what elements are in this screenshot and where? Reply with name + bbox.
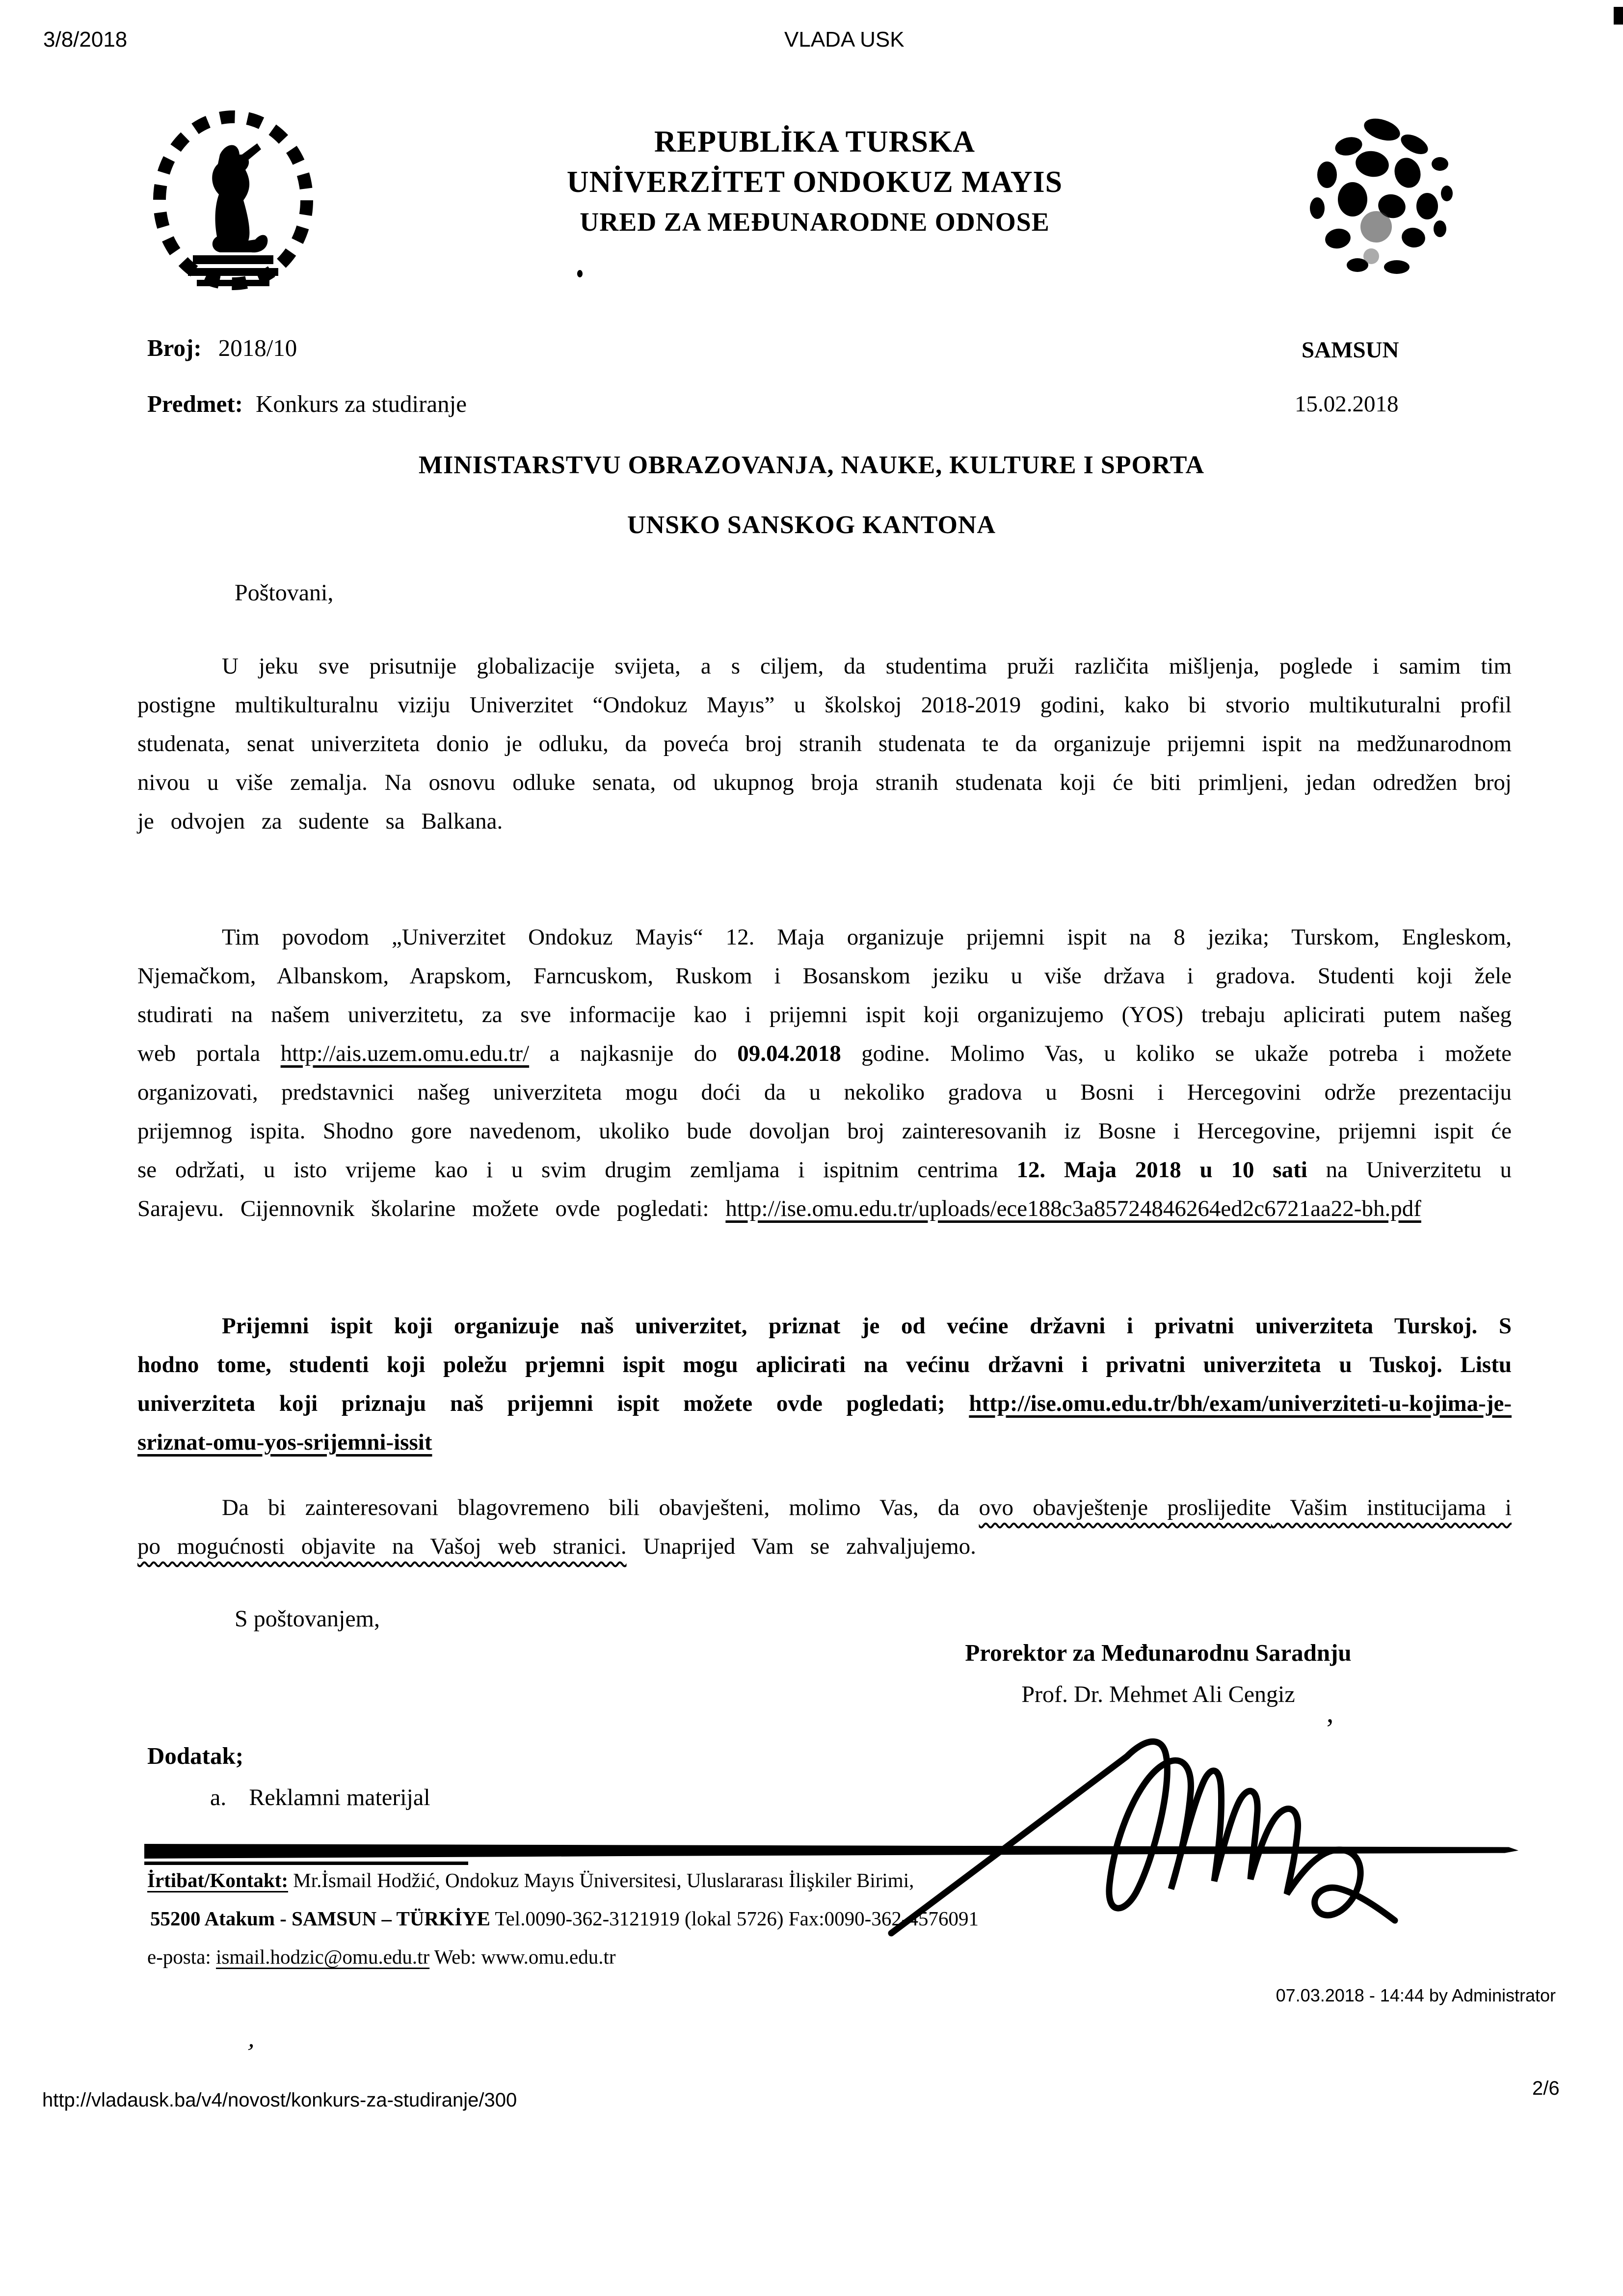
admin-timestamp: 07.03.2018 - 14:44 by Administrator: [1276, 1985, 1556, 2005]
subject-label: Predmet:: [147, 390, 243, 417]
paragraph-2: [137, 918, 1512, 1228]
contact-address-bold: 55200 Atakum - SAMSUN – TÜRKİYE: [150, 1907, 490, 1930]
letter-date: 15.02.2018: [1295, 391, 1399, 417]
reference-number-label: Broj:: [147, 334, 202, 361]
exam-datetime-bold: 12. Maja 2018 u 10 sati: [1016, 1157, 1307, 1183]
paragraph-4-text-a: Da bi zainteresovani blagovremeno bili obavješteni, molimo Vas, da: [222, 1495, 979, 1520]
paragraph-2-text-c: godine. Molimo Vas, u koliko se ukaže potreba i možete organizovati, predstavnici našeg univerziteta mogu doći da u nekoliko gradova u Bosni i Hercegovini održe prezentaciju prijemnog ispita. Shodno gore navedenom, ukoliko bude dovoljan broj zainteresovanih iz Bosne i Hercegovine, prijemni ispit će se održati, u isto vrijeme kao i u svim drugim zemljama i ispitnim centrima: [137, 1041, 1512, 1183]
contact-web: Web: www.omu.edu.tr: [429, 1945, 616, 1968]
omu-seal-logo: [146, 108, 320, 293]
contact-email-link[interactable]: ismail.hodzic@omu.edu.tr: [216, 1945, 430, 1968]
reference-number-row: [147, 334, 297, 362]
attachment-item-marker: a.: [210, 1784, 227, 1810]
contact-label: İrtibat/Kontakt:: [147, 1869, 288, 1891]
paragraph-1: U jeku sve prisutnije globalizacije svijeta, a s ciljem, da studentima pruži različita mišljenja, poglede i samim tim postigne multikulturalnu viziju Univerzitet “Ondokuz Mayıs” u školskoj 2018-2019 godini, kako bi stvorio multikuturalni profil studenata, senat univerziteta donio je odluku, da poveća broj stranih studenata te da organizuje prijemni ispit na medžunarodnom nivou u više zemalja. Na osnovu odluke senata, od ukupnog broja stranih studenata koji će biti primljeni, jedan odredžen broj je odvojen za sudente sa Balkana.: [137, 653, 1512, 834]
contact-line-3: [147, 1945, 616, 1969]
contact-phone-fax: Tel.0090-362-3121919 (lokal 5726) Fax:0090-362-4576091: [490, 1907, 979, 1930]
recipient-line-1: MINISTARSTVU OBRAZOVANJA, NAUKE, KULTURE I SPORTA: [418, 451, 1205, 479]
letterhead: [442, 122, 1188, 242]
paragraph-4: [137, 1488, 1512, 1566]
letterhead-university: UNİVERZİTET ONDOKUZ MAYIS: [566, 165, 1063, 199]
paragraph-2-text-b: a najkasnije do: [529, 1041, 738, 1066]
attachment-label: Dodatak;: [147, 1742, 244, 1769]
letterhead-office: URED ZA MEĐUNARODNE ODNOSE: [580, 207, 1050, 237]
recognized-universities-link[interactable]: http://ise.omu.edu.tr/bh/exam/univerziteti-u-kojima-je-sriznat-omu-yos-srijemni-issit: [137, 1391, 1512, 1455]
email-label: e-posta:: [147, 1945, 216, 1968]
subject-value: Konkurs za studiranje: [256, 390, 467, 417]
letterhead-speck: [577, 270, 583, 277]
pen-underlined-text-a: ovo obavještenje proslijedite: [979, 1495, 1271, 1520]
paragraph-2-text-d: na Univerzitetu u Sarajevu. Cijennovnik školarine možete ovde pogledati:: [137, 1157, 1512, 1221]
tuition-pdf-link[interactable]: http://ise.omu.edu.tr/uploads/ece188c3a85724846264ed2c6721aa22-bh.pdf: [725, 1196, 1421, 1221]
salutation: Poštovani,: [235, 580, 334, 606]
yos-portal-link[interactable]: http://ais.uzem.omu.edu.tr/: [280, 1041, 530, 1066]
contact-line-1: [147, 1868, 914, 1892]
contact-line-2: [150, 1907, 979, 1930]
signer-title: Prorektor za Međunarodnu Saradnju: [965, 1639, 1352, 1666]
reference-number-value: 2018/10: [218, 334, 297, 361]
paragraph-3: [137, 1307, 1512, 1462]
footer-rule-bar-thin: [144, 1862, 468, 1865]
letterhead-country: REPUBLİKA TURSKA: [654, 125, 975, 159]
print-header-title: VLADA USK: [784, 27, 905, 52]
attachment-item: [210, 1784, 430, 1811]
print-footer-url: http://vladausk.ba/v4/novost/konkurs-za-studiranje/300: [42, 2089, 517, 2111]
deadline-date-bold: 09.04.2018: [737, 1041, 841, 1066]
abstract-dots-logo: [1298, 109, 1466, 289]
print-header-date: 3/8/2018: [43, 27, 128, 52]
paragraph-3-text: Prijemni ispit koji organizuje naš univerzitet, priznat je od većine državni i privatni univerziteta Turskoj. S hodno tome, studenti koji poležu prjemni ispit mogu aplicirati na većinu državni i privatni univerziteta u Tuskoj. Listu univerziteta koji priznaju naš prijemni ispit možete ovde pogledati;: [137, 1313, 1512, 1416]
pen-tick-mark: ’: [1325, 1713, 1335, 1745]
signer-name: Prof. Dr. Mehmet Ali Cengiz: [1021, 1681, 1295, 1707]
contact-line-1-rest: Mr.İsmail Hodžić, Ondokuz Mayıs Üniversitesi, Uluslararası İlişkiler Birimi,: [288, 1869, 914, 1891]
pen-underlined-text-b: Vašim institucijama i po mogućnosti objavite na Vašoj web stranici.: [137, 1495, 1512, 1559]
closing: S poštovanjem,: [235, 1606, 380, 1632]
subject-row: [147, 390, 467, 418]
city-label: SAMSUN: [1302, 337, 1399, 363]
stray-pen-mark: ’: [242, 2038, 257, 2068]
print-footer-page-number: 2/6: [1532, 2078, 1560, 2099]
attachment-item-text: Reklamni materijal: [249, 1784, 430, 1810]
scan-corner-mark: [1614, 7, 1623, 25]
recipient-line-2: UNSKO SANSKOG KANTONA: [627, 511, 996, 539]
paragraph-2-text-a: Tim povodom „Univerzitet Ondokuz Mayis“ 12. Maja organizuje prijemni ispit na 8 jezika; Turskom, Engleskom, Njemačkom, Albanskom, Arapskom, Farncuskom, Ruskom i Bosanskom jeziku u više država i gradova. Studenti koji žele studirati na našem univerzitetu, za sve informacije kao i prijemni ispit koji organizujemo (YOS) trebaju aplicirati putem našeg web portala: [137, 924, 1512, 1066]
paragraph-4-text-b: Unaprijed Vam se zahvaljujemo.: [626, 1534, 976, 1559]
